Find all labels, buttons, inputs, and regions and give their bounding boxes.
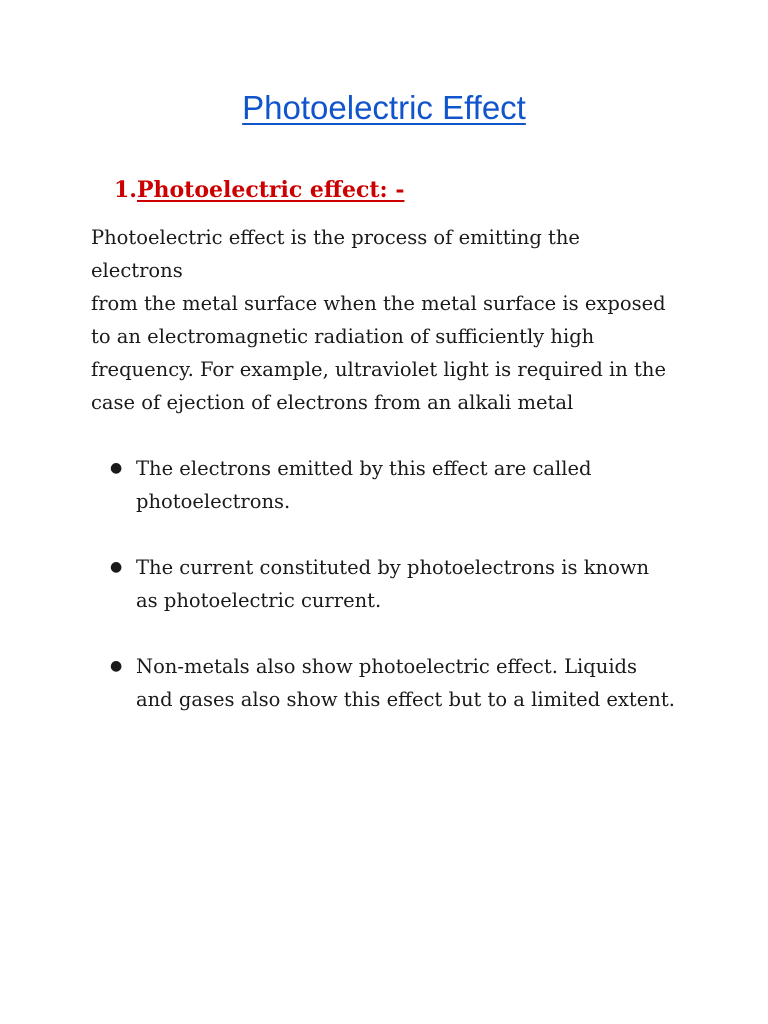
paragraph-line: from the metal surface when the metal surface is exposed (91, 292, 666, 315)
bullet-list (110, 452, 710, 749)
list-item (110, 650, 710, 716)
bullet-icon: ● (110, 658, 123, 674)
paragraph-line: electrons (91, 259, 183, 282)
list-item-line: The current constituted by photoelectrons is known (136, 556, 650, 579)
paragraph-line: to an electromagnetic radiation of sufficiently high (91, 325, 595, 348)
paragraph-line: case of ejection of electrons from an alkali metal (91, 391, 574, 414)
bullet-icon: ● (110, 559, 123, 575)
list-item-line: The electrons emitted by this effect are called (136, 457, 592, 480)
list-item (110, 551, 710, 617)
list-item-line: photoelectrons. (136, 490, 291, 513)
bullet-icon: ● (110, 460, 123, 476)
list-item-line: as photoelectric current. (136, 589, 382, 612)
section-heading-text: Photoelectric effect: - (136, 177, 405, 203)
body-paragraph (91, 221, 691, 419)
section-heading (114, 176, 404, 205)
section-number: 1. (114, 177, 137, 203)
paragraph-line: Photoelectric effect is the process of emitting the (91, 226, 580, 249)
document-title: Photoelectric Effect (242, 89, 526, 126)
list-item-line: Non-metals also show photoelectric effect. Liquids (136, 655, 638, 678)
list-item-line: and gases also show this effect but to a limited extent. (136, 688, 675, 711)
paragraph-line: frequency. For example, ultraviolet light is required in the (91, 358, 666, 381)
list-item (110, 452, 710, 518)
